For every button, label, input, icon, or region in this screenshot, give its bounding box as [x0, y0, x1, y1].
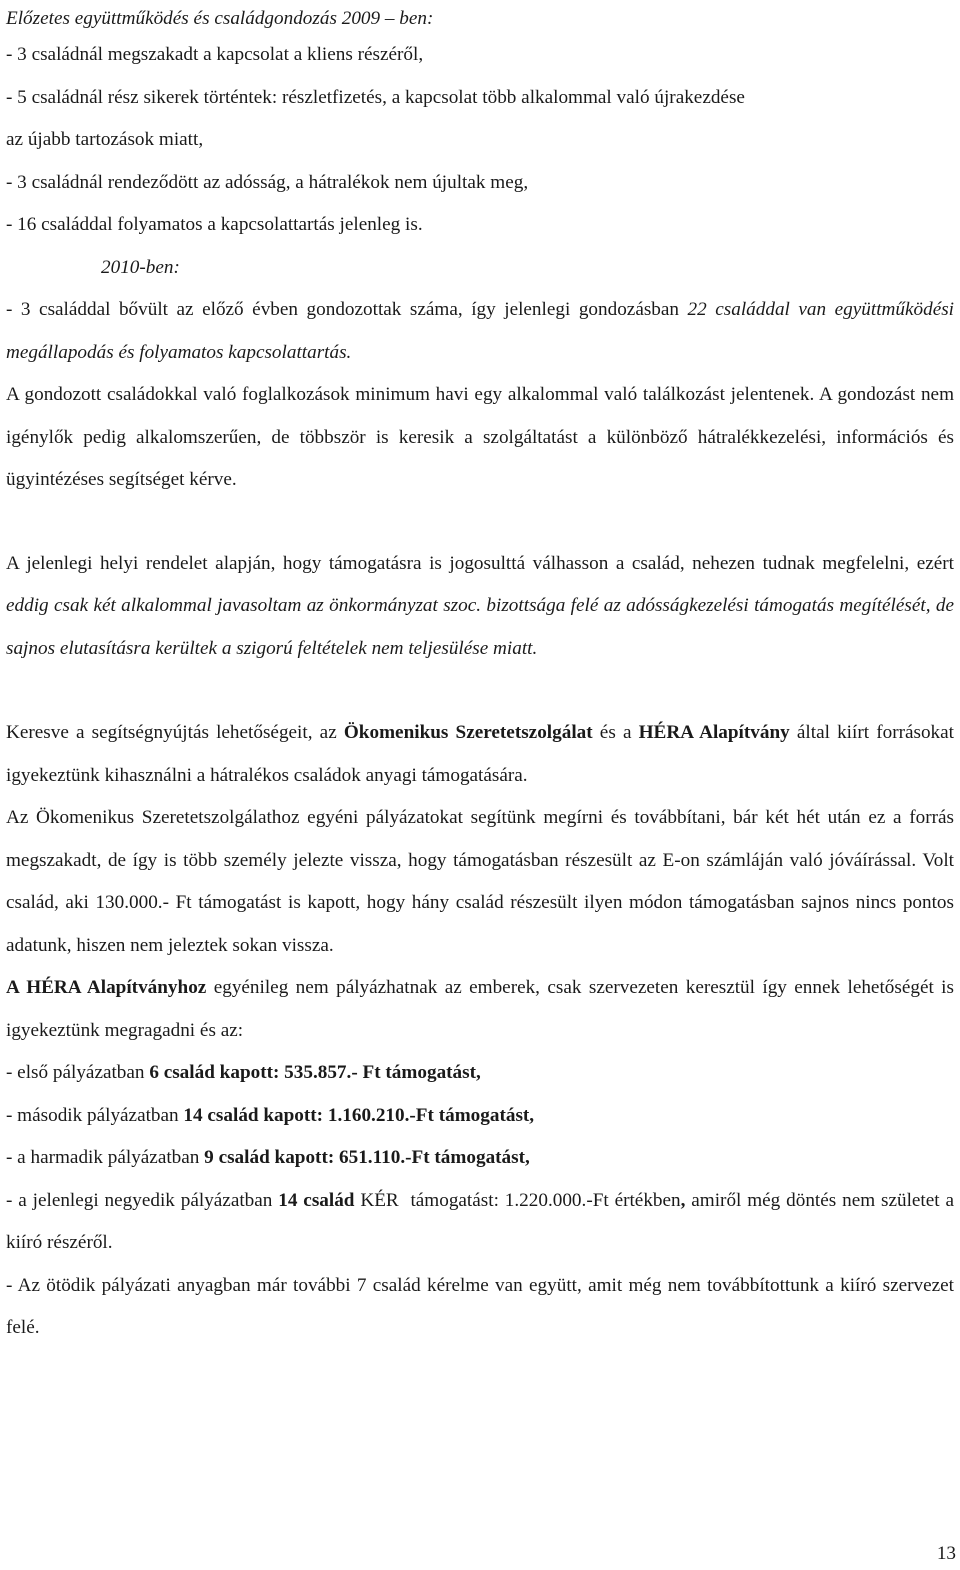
spacer	[6, 502, 954, 543]
palyazat-item-5: - Az ötödik pályázati anyagban már további 7 család kérelme van együtt, amit még nem továbbítottunk a kiíró szervezet felé.	[6, 1274, 954, 1338]
paragraph-hera: A HÉRA Alapítványhoz egyénileg nem pályázhatnak az emberek, csak szervezeten keresztül így ennek lehetőségét is igyekeztünk megragadni és az:	[6, 977, 954, 1041]
palyazat-item-1: - első pályázatban 6 család kapott: 535.857.- Ft támogatást,	[6, 1062, 481, 1083]
paragraph-2010: - 3 családdal bővült az előző évben gondozottak száma, így jelenlegi gondozásban 22 családdal van együttműködési megállapodás és folyamatos kapcsolattartás.	[6, 299, 955, 363]
document-page	[6, 0, 954, 1350]
list-item: - 3 családnál megszakadt a kapcsolat a kliens részéről,	[6, 44, 424, 65]
list-item: - 3 családnál rendeződött az adósság, a hátralékok nem újultak meg,	[6, 171, 529, 193]
heading-2009: Előzetes együttműködés és családgondozás 2009 – ben:	[6, 8, 434, 29]
paragraph-rendelet: A jelenlegi helyi rendelet alapján, hogy támogatásra is jogosulttá válhasson a család, nehezen tudnak megfelelni, ezért eddig csak két alkalommal javasoltam az önkormányzat szoc. bizottsága felé az adósságkezelési támogatás megítélését, de sajnos elutasításra kerültek a szigorú feltételek nem teljesülése miatt.	[6, 552, 954, 659]
heading-2010: 2010-ben:	[101, 256, 180, 278]
list-item: az újabb tartozások miatt,	[6, 129, 204, 150]
list-item: - 5 családnál rész sikerek történtek: részletfizetés, a kapcsolat több alkalommal való újrakezdése	[6, 86, 745, 108]
palyazat-item-2: - második pályázatban 14 család kapott: 1.160.210.-Ft támogatást,	[6, 1104, 535, 1126]
paragraph-okumenikus: Az Ökomenikus Szeretetszolgálathoz egyéni pályázatokat segítünk megírni és továbbítani, bár két hét után ez a forrás megszakadt, de így is több személy jelezte vissza, hogy támogatásban részesült az E-on számláján való jóváírással. Volt család, aki 130.000.- Ft támogatást is kapott, hogy hány család részesült ilyen módon támogatásban sajnos nincs pontos adatunk, hiszen nem jeleztek sokan vissza.	[6, 807, 954, 956]
paragraph-keresve: Keresve a segítségnyújtás lehetőségeit, az Ökomenikus Szeretetszolgálat és a HÉRA Alapítvány által kiírt forrásokat igyekeztünk kihasználni a hátralékos családok anyagi támogatására.	[6, 722, 954, 786]
spacer	[6, 670, 954, 712]
palyazat-item-3: - a harmadik pályázatban 9 család kapott: 651.110.-Ft támogatást,	[6, 1147, 530, 1168]
page-number: 13	[936, 1543, 956, 1564]
palyazat-item-4: - a jelenlegi negyedik pályázatban 14 család KÉR támogatást: 1.220.000.-Ft értékben, amiről még döntés nem születet a kiíró részéről.	[6, 1189, 954, 1253]
list-item: - 16 családdal folyamatos a kapcsolattartás jelenleg is.	[6, 214, 423, 235]
paragraph-gondozott: A gondozott családokkal való foglalkozások minimum havi egy alkalommal való találkozást jelentenek. A gondozást nem igénylők pedig alkalomszerűen, de többször is keresik a szolgáltatást a különböző hátralékkezelési, információs és ügyintézéses segítséget kérve.	[6, 384, 954, 490]
